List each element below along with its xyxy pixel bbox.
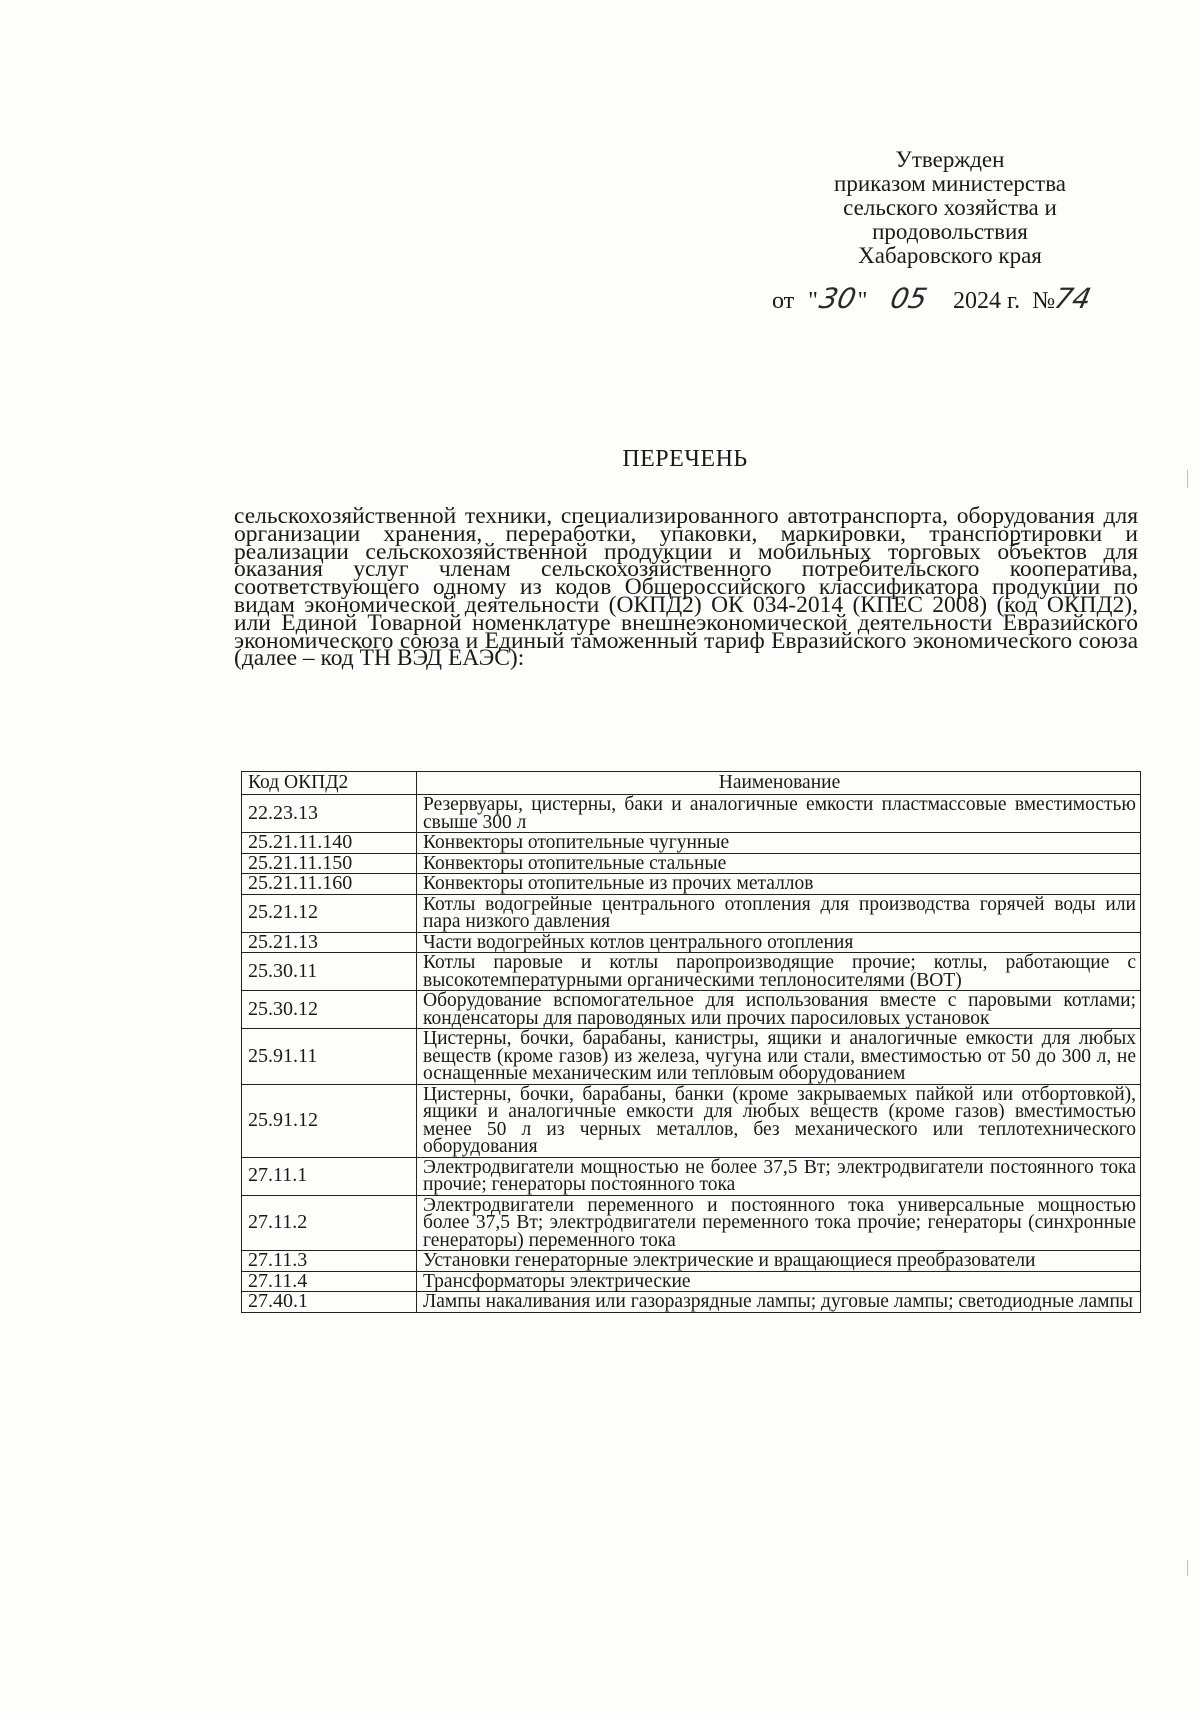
row-code: 27.40.1 bbox=[242, 1292, 417, 1313]
approval-stamp bbox=[780, 148, 1120, 268]
row-code: 27.11.1 bbox=[242, 1157, 417, 1195]
row-code: 25.21.12 bbox=[242, 894, 417, 932]
row-name: Конвекторы отопительные чугунные bbox=[417, 833, 1141, 854]
table-row bbox=[242, 795, 1141, 833]
row-name: Цистерны, бочки, барабаны, канистры, ящики и аналогичные емкости для любых веществ (кроме газов) из железа, чугуна или стали, вместимостью от 50 до 300 л, не оснащенные механическим или тепловым оборудованием bbox=[417, 1029, 1141, 1085]
handwritten-day: 30 bbox=[816, 282, 860, 315]
table-row bbox=[242, 1157, 1141, 1195]
approval-line: приказом министерства bbox=[834, 171, 1066, 196]
table-row bbox=[242, 853, 1141, 874]
approval-line: продовольствия bbox=[872, 219, 1028, 244]
table-row bbox=[242, 1195, 1141, 1251]
table-row bbox=[242, 1084, 1141, 1157]
approval-line: сельского хозяйства и bbox=[843, 195, 1057, 220]
table-row bbox=[242, 1251, 1141, 1272]
row-code: 27.11.3 bbox=[242, 1251, 417, 1272]
row-name: Электродвигатели переменного и постоянного тока универсальные мощностью более 37,5 Вт; электродвигатели переменного тока прочие; генераторы (синхронные генераторы) переменного тока bbox=[417, 1195, 1141, 1251]
number-sign: № bbox=[1032, 288, 1056, 314]
scan-artifact bbox=[1187, 470, 1188, 488]
row-code: 25.21.13 bbox=[242, 932, 417, 953]
row-code: 25.91.11 bbox=[242, 1029, 417, 1085]
order-year: 2024 г. bbox=[953, 288, 1021, 314]
handwritten-month: 05 bbox=[887, 282, 931, 315]
row-name: Электродвигатели мощностью не более 37,5 Вт; электродвигатели постоянного тока прочие; генераторы постоянного тока bbox=[417, 1157, 1141, 1195]
row-code: 25.21.11.150 bbox=[242, 853, 417, 874]
approval-line: Утвержден bbox=[895, 147, 1005, 172]
row-name: Лампы накаливания или газоразрядные лампы; дуговые лампы; светодиодные лампы bbox=[417, 1292, 1141, 1313]
row-code: 25.21.11.140 bbox=[242, 833, 417, 854]
table-header-row bbox=[242, 772, 1141, 795]
row-name: Трансформаторы электрические bbox=[417, 1271, 1141, 1292]
table-row bbox=[242, 1292, 1141, 1313]
row-name: Конвекторы отопительные стальные bbox=[417, 853, 1141, 874]
scan-artifact bbox=[1187, 1560, 1188, 1576]
row-code: 25.91.12 bbox=[242, 1084, 417, 1157]
okpd2-table bbox=[241, 771, 1141, 1313]
approval-line: Хабаровского края bbox=[858, 243, 1042, 268]
row-code: 25.21.11.160 bbox=[242, 874, 417, 895]
order-date-line: от " 30 " 05 2024 г. № 74 bbox=[772, 282, 1095, 315]
row-code: 27.11.4 bbox=[242, 1271, 417, 1292]
table-row bbox=[242, 953, 1141, 991]
row-name: Котлы водогрейные центрального отопления для производства горячей воды или пара низкого давления bbox=[417, 894, 1141, 932]
row-code: 25.30.11 bbox=[242, 953, 417, 991]
table-row bbox=[242, 991, 1141, 1029]
row-code: 27.11.2 bbox=[242, 1195, 417, 1251]
document-title: ПЕРЕЧЕНЬ bbox=[622, 446, 748, 472]
table-row bbox=[242, 1029, 1141, 1085]
header-name: Наименование bbox=[417, 772, 1141, 795]
intro-text: сельскохозяйственной техники, специализированного автотранспорта, оборудования для организации хранения, переработки, упаковки, маркировки, транспортировки и реализации сельскохозяйственной продукции и мобильных торговых объектов для оказания услуг членам сельскохозяйственного потребительского кооператива, соответствующего одному из кодов Общероссийского классификатора продукции по видам экономической деятельности (ОКПД2) ОК 034-2014 (КПЕС 2008) (код ОКПД2), или Единой Товарной номенклатуре внешнеэкономической деятельности Евразийского экономического союза и Единый таможенный тариф Евразийского экономического союза (далее – код ТН ВЭД ЕАЭС): bbox=[234, 503, 1138, 672]
handwritten-number: 74 bbox=[1051, 282, 1095, 315]
table-row bbox=[242, 833, 1141, 854]
row-name: Резервуары, цистерны, баки и аналогичные емкости пластмассовые вместимостью свыше 300 л bbox=[417, 795, 1141, 833]
table-row bbox=[242, 932, 1141, 953]
intro-paragraph bbox=[234, 503, 1138, 672]
table-row bbox=[242, 1271, 1141, 1292]
table-row bbox=[242, 874, 1141, 895]
row-name: Установки генераторные электрические и вращающиеся преобразователи bbox=[417, 1251, 1141, 1272]
row-name: Цистерны, бочки, барабаны, банки (кроме закрываемых пайкой или отбортовкой), ящики и аналогичные емкости для любых веществ (кроме газов) вместимостью менее 50 л из черных металлов, без механического или теплотехнического оборудования bbox=[417, 1084, 1141, 1157]
row-name: Оборудование вспомогательное для использования вместе с паровыми котлами; конденсаторы для пароводяных или прочих паросиловых установок bbox=[417, 991, 1141, 1029]
row-code: 22.23.13 bbox=[242, 795, 417, 833]
date-prefix: от bbox=[772, 288, 795, 314]
row-name: Части водогрейных котлов центрального отопления bbox=[417, 932, 1141, 953]
header-code: Код ОКПД2 bbox=[242, 772, 417, 795]
row-name: Конвекторы отопительные из прочих металлов bbox=[417, 874, 1141, 895]
table-row bbox=[242, 894, 1141, 932]
row-name: Котлы паровые и котлы паропроизводящие прочие; котлы, работающие с высокотемпературными органическими теплоносителями (ВОТ) bbox=[417, 953, 1141, 991]
row-code: 25.30.12 bbox=[242, 991, 417, 1029]
